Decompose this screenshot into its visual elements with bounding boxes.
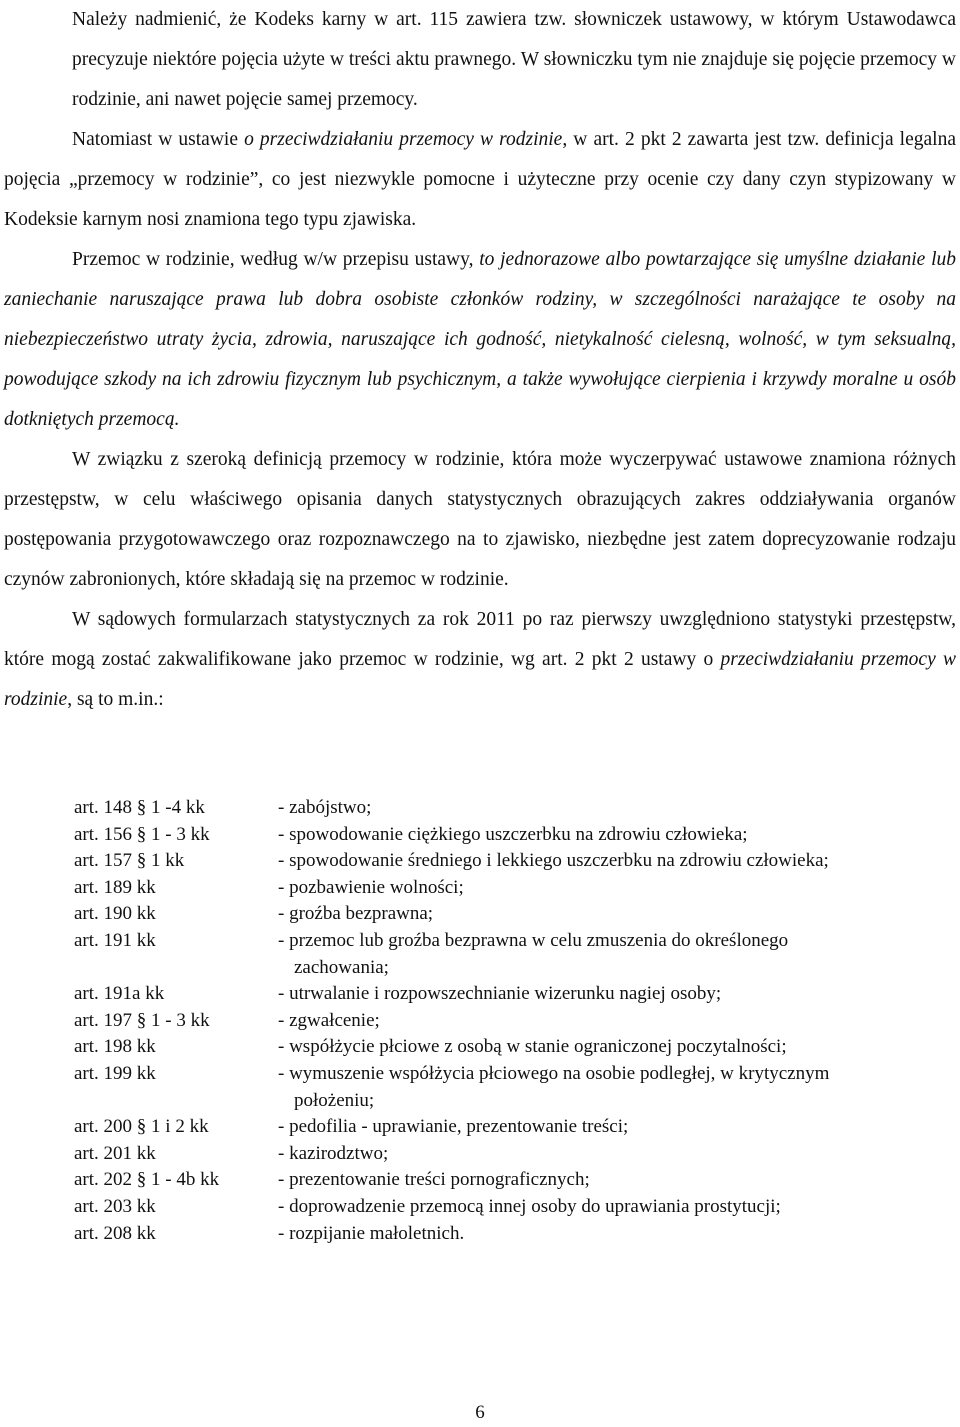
paragraph-text: W związku z szeroką definicją przemocy w rodzinie, która może wyczerpywać ustawowe znamiona różnych przestępstw, w celu właściwego opisania danych statystycznych obrazujących zakres oddziaływania organów postępowania przygotowawczego oraz rozpoznawczego na to zjawisko, niezbędne jest zatem doprecyzowanie rodzaju czynów zabronionych, które składają się na przemoc w rodzinie. xyxy=(4,449,956,590)
offence-description xyxy=(278,1061,960,1114)
paragraph-ustawa-definicja xyxy=(4,120,956,240)
offence-description-text: - spowodowanie średniego i lekkiego uszczerbku na zdrowiu człowieka; xyxy=(278,850,829,872)
offence-description xyxy=(278,1141,960,1168)
offence-row xyxy=(74,1114,960,1141)
offence-description xyxy=(278,1194,960,1221)
offence-description xyxy=(278,1114,960,1141)
offence-description-text: - zabójstwo; xyxy=(278,797,372,818)
offence-article: art. 198 kk xyxy=(74,1036,156,1058)
definition-quote-italic: to jednorazowe albo powtarzające się umyślne działanie lub zaniechanie naruszające prawa lub dobra osobiste członków rodziny, w szczególności narażające te osoby na niebezpieczeństwo utraty życia, zdrowia, naruszające ich godność, nietykalność cielesną, wolność, w tym seksualną, powodujące szkody na ich zdrowiu fizycznym lub psychicznym, a także wywołujące cierpienia i krzywdy moralne u osób dotkniętych przemocą. xyxy=(4,249,956,430)
act-title-italic: o przeciwdziałaniu przemocy w rodzinie xyxy=(244,129,563,150)
offence-row xyxy=(74,875,960,902)
offence-article: art. 200 § 1 i 2 kk xyxy=(74,1116,209,1138)
offence-description-text: - wymuszenie współżycia płciowego na osobie podległej, w krytycznym xyxy=(278,1062,830,1084)
offence-description-text: - rozpijanie małoletnich. xyxy=(278,1222,465,1244)
offence-row xyxy=(74,1061,960,1114)
paragraph-text: Natomiast w ustawie xyxy=(72,129,245,150)
offence-row xyxy=(74,981,960,1008)
offence-article: art. 203 kk xyxy=(74,1195,156,1217)
offence-description xyxy=(278,901,960,928)
offence-row xyxy=(74,928,960,981)
offence-row xyxy=(74,1008,960,1035)
offence-description-text: - pedofilia - uprawianie, prezentowanie treści; xyxy=(278,1116,629,1138)
offence-description-text: - przemoc lub groźba bezprawna w celu zmuszenia do określonego xyxy=(278,929,789,951)
offence-row xyxy=(74,901,960,928)
offence-article: art. 156 § 1 - 3 kk xyxy=(74,823,210,845)
act-title-italic: przeciwdziałaniu przemocy w rodzinie xyxy=(4,649,957,710)
offence-row xyxy=(74,795,960,822)
paragraph-text: Przemoc w rodzinie, według w/w przepisu ustawy, xyxy=(72,249,480,270)
paragraph-kodeks-karny-text: Należy nadmienić, że Kodeks karny w art. 115 zawiera tzw. słowniczek ustawowy, w którym Ustawodawca precyzuje niektóre pojęcia użyte w treści aktu prawnego. W słowniczku tym nie znajduje się pojęcie przemocy w rodzinie, ani nawet pojęcie samej przemocy. xyxy=(72,9,956,110)
offence-description xyxy=(278,928,960,981)
offence-article: art. 199 kk xyxy=(74,1062,156,1084)
offence-description xyxy=(278,1221,960,1248)
paragraph-formularze-statystyczne xyxy=(4,600,956,720)
offence-article: art. 191a kk xyxy=(74,983,165,1005)
offence-description-continuation: położeniu; xyxy=(294,1089,375,1111)
offence-article: art. 202 § 1 - 4b kk xyxy=(74,1169,220,1191)
offence-row xyxy=(74,848,960,875)
offence-article: art. 191 kk xyxy=(74,929,156,951)
paragraph-text: W sądowych formularzach statystycznych za rok 2011 po raz pierwszy uwzględniono statystyki przestępstw, które mogą zostać zakwalifikowane jako przemoc w rodzinie, wg art. 2 pkt 2 ustawy o xyxy=(4,609,956,670)
offence-description-text: - pozbawienie wolności; xyxy=(278,876,464,898)
offence-row xyxy=(74,1034,960,1061)
page-number: 6 xyxy=(475,1402,485,1423)
offence-description-text: - współżycie płciowe z osobą w stanie ograniczonej poczytalności; xyxy=(278,1036,787,1058)
offence-article: art. 148 § 1 -4 kk xyxy=(74,797,205,818)
offence-description xyxy=(278,1167,960,1194)
paragraph-text: , w art. 2 pkt 2 zawarta jest tzw. definicja legalna pojęcia „przemocy w rodzinie”, co jest niezwykle pomocne i użyteczne przy ocenie czy dany czyn stypizowany w Kodeksie karnym nosi znamiona tego typu zjawiska. xyxy=(4,129,956,230)
offence-description-text: - groźba bezprawna; xyxy=(278,903,434,925)
offence-description xyxy=(278,875,960,902)
paragraph-text: , są to m.in.: xyxy=(67,689,164,710)
offence-description-continuation: zachowania; xyxy=(294,956,389,978)
offence-article: art. 197 § 1 - 3 kk xyxy=(74,1009,210,1031)
offence-description xyxy=(278,848,960,875)
offence-description xyxy=(278,795,960,822)
offence-description-text: - kazirodztwo; xyxy=(278,1142,389,1164)
offence-description xyxy=(278,981,960,1008)
paragraph-szeroka-definicja xyxy=(4,440,956,600)
offence-article: art. 208 kk xyxy=(74,1222,156,1244)
offence-description-text: - doprowadzenie przemocą innej osoby do uprawiania prostytucji; xyxy=(278,1195,781,1217)
offence-description-text: - utrwalanie i rozpowszechnianie wizerunku nagiej osoby; xyxy=(278,983,722,1005)
offence-list xyxy=(74,795,960,1247)
offence-row xyxy=(74,822,960,849)
offence-article: art. 157 § 1 kk xyxy=(74,850,185,872)
paragraph-definicja-przemocy xyxy=(4,240,956,440)
offence-description-text: - zgwałcenie; xyxy=(278,1009,380,1031)
offence-description xyxy=(278,822,960,849)
offence-row xyxy=(74,1194,960,1221)
body-text xyxy=(4,0,956,720)
offence-description-text: - prezentowanie treści pornograficznych; xyxy=(278,1169,590,1191)
offence-row xyxy=(74,1221,960,1248)
offence-description xyxy=(278,1034,960,1061)
offence-article: art. 190 kk xyxy=(74,903,156,925)
offence-description xyxy=(278,1008,960,1035)
offence-description-text: - spowodowanie ciężkiego uszczerbku na zdrowiu człowieka; xyxy=(278,823,748,845)
offence-row xyxy=(74,1167,960,1194)
offence-article: art. 189 kk xyxy=(74,876,156,898)
offence-article: art. 201 kk xyxy=(74,1142,156,1164)
offence-row xyxy=(74,1141,960,1168)
paragraph-kodeks-karny xyxy=(72,0,956,120)
